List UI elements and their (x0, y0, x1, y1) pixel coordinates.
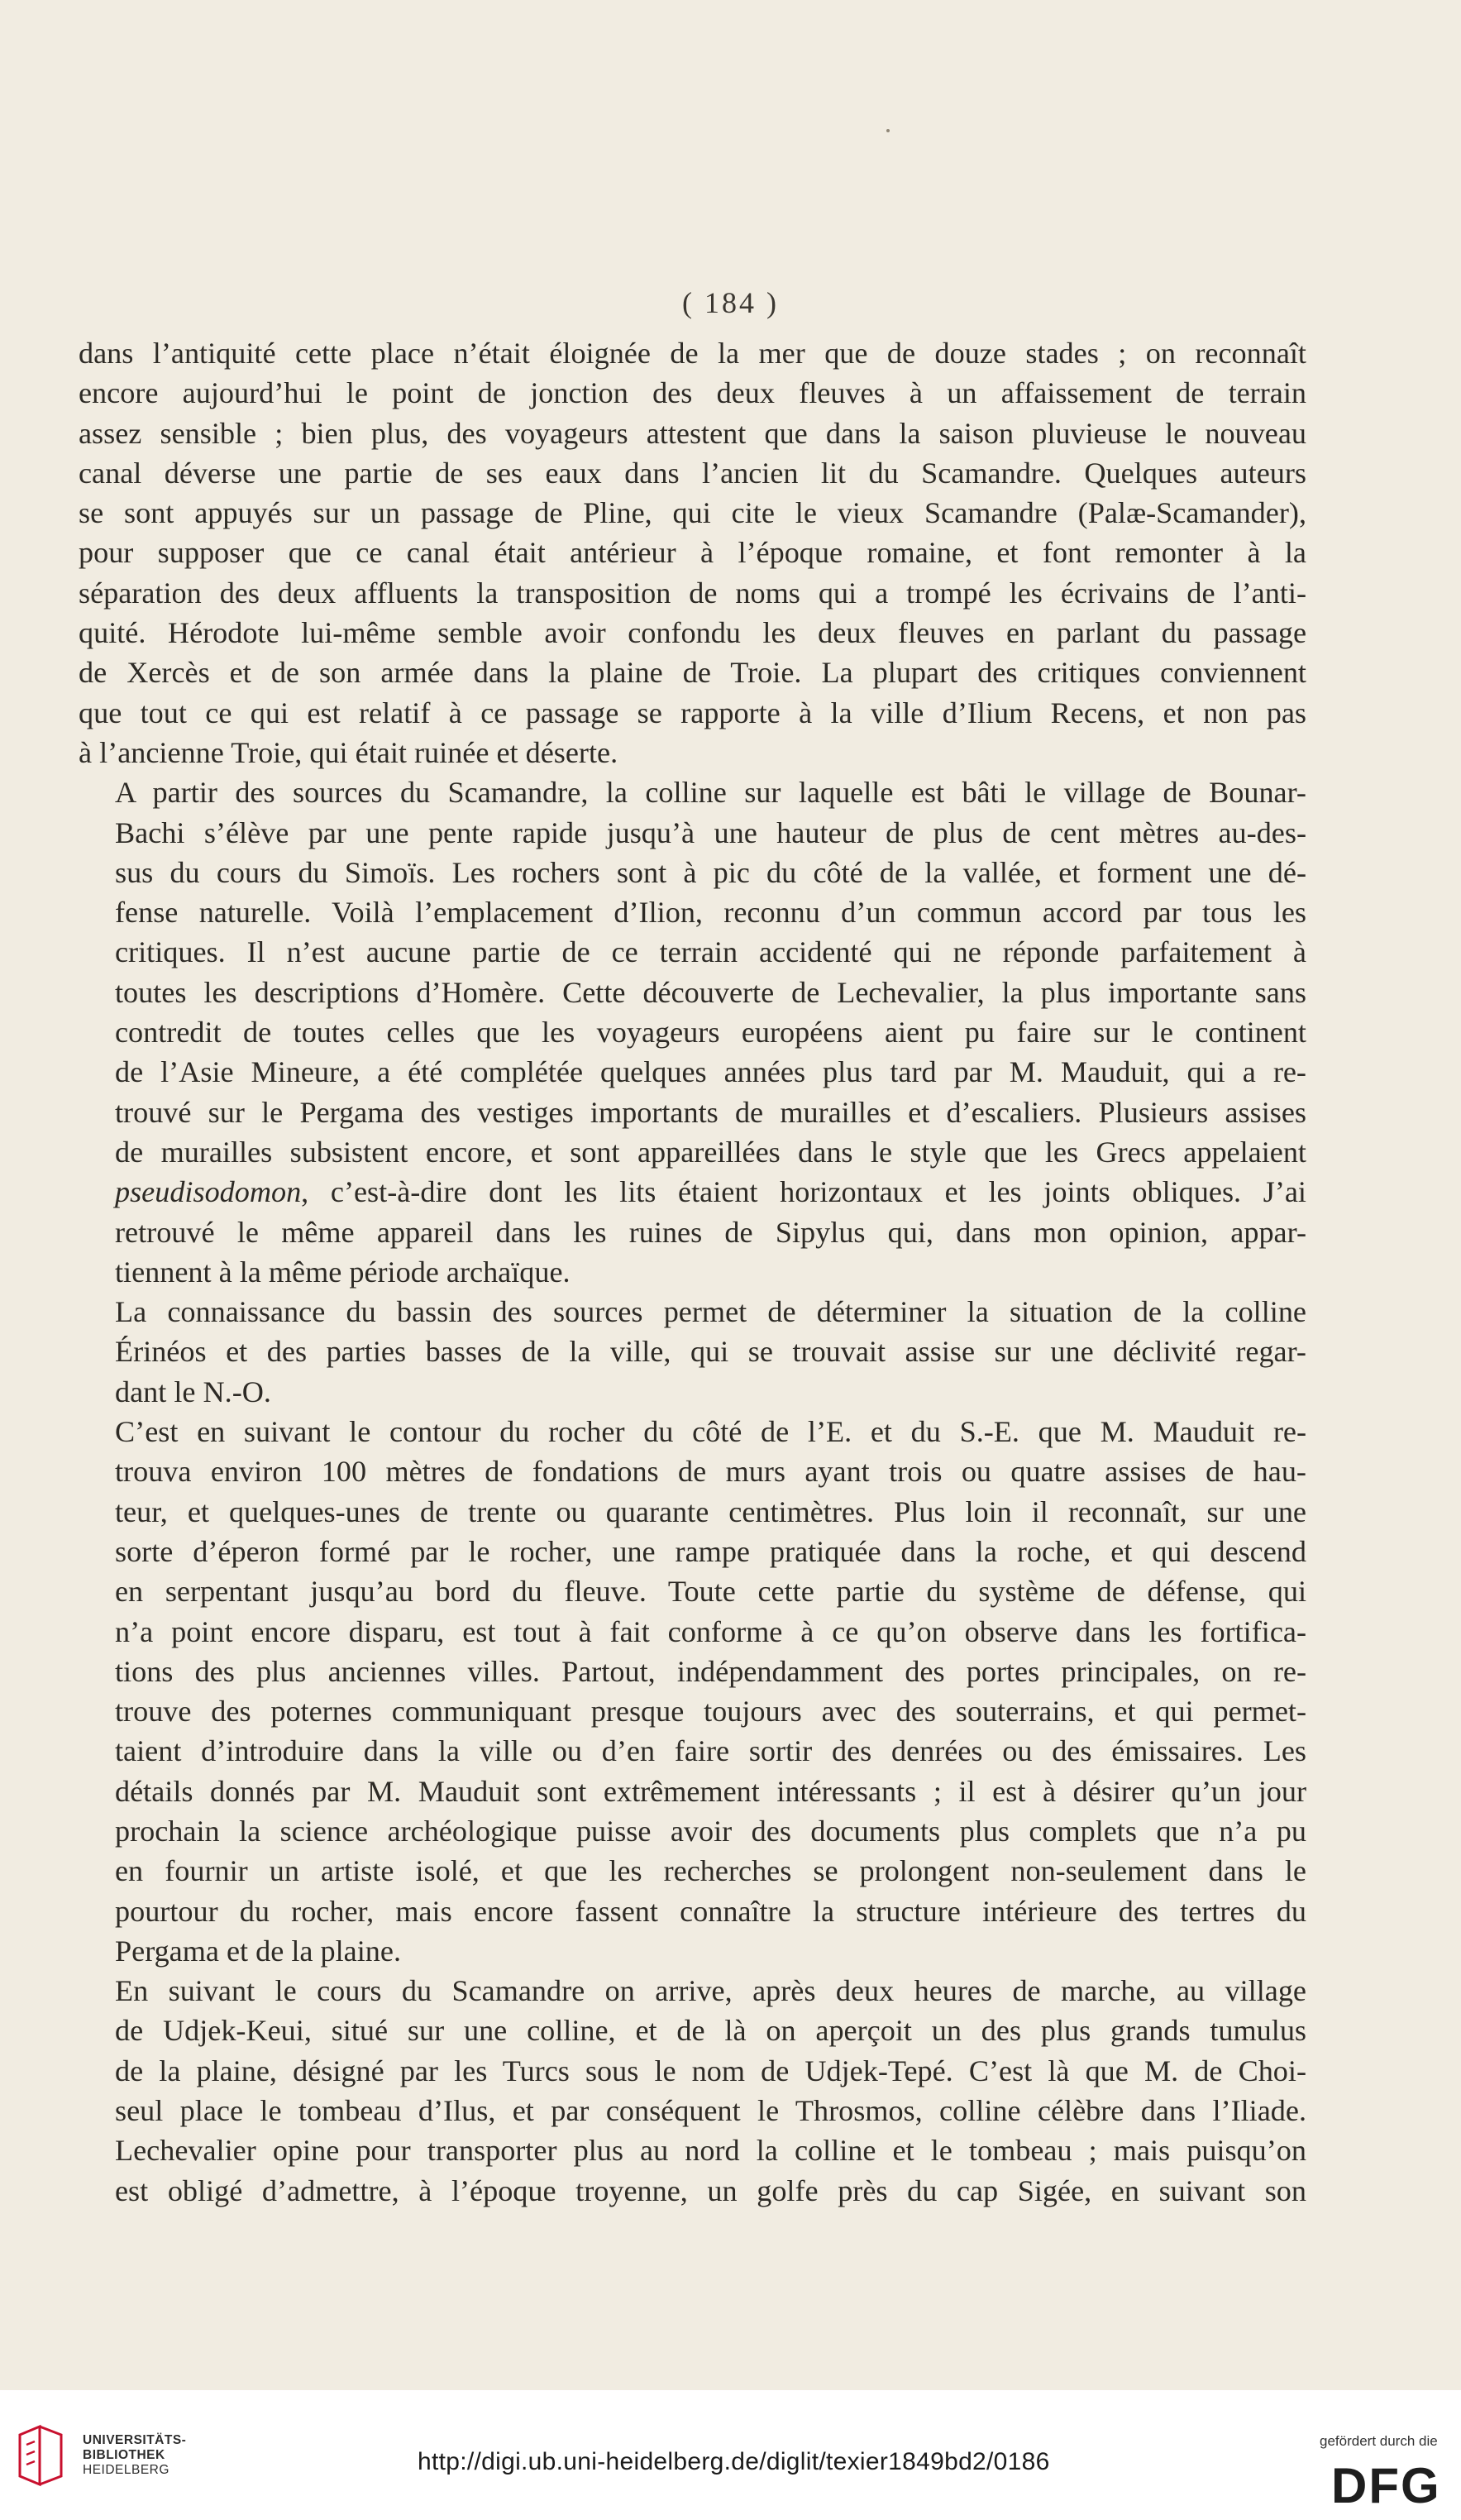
text-line: de la plaine, désigné par les Turcs sous le nom de Udjek-Tepé. C’est là que M. de Choi- (115, 2054, 1306, 2087)
text-line: trouvé sur le Pergama des vestiges importants de murailles et d’escaliers. Plusieurs assises (115, 1095, 1306, 1129)
text-line: se sont appuyés sur un passage de Pline, qui cite le vieux Scamandre (Palæ-Scamander), (79, 496, 1306, 530)
text-line: détails donnés par M. Mauduit sont extrêmement intéressants ; il est à désirer qu’un jour (115, 1774, 1306, 1808)
text-line: fense naturelle. Voilà l’emplacement d’Ilion, reconnu d’un commun accord par tous les (115, 896, 1306, 930)
text-line: contredit de toutes celles que les voyageurs européens aient pu faire sur le continent (115, 1016, 1306, 1050)
text-line: tions des plus anciennes villes. Partout, indépendamment des portes principales, on re- (115, 1654, 1306, 1688)
text-line: sorte d’éperon formé par le rocher, une rampe pratiquée dans la roche, et qui descend (115, 1534, 1306, 1568)
paragraph (79, 772, 1306, 1292)
text-line: sus du cours du Simoïs. Les rochers sont à pic du côté de la vallée, et forment une dé- (115, 855, 1306, 889)
text-line: dant le N.-O. (115, 1375, 271, 1408)
text-line: dans l’antiquité cette place n’était éloignée de la mer que de douze stades ; on reconnaît (79, 337, 1306, 370)
paragraph (79, 1412, 1306, 1971)
text-line: teur, et quelques-unes de trente ou quarante centimètres. Plus loin il reconnaît, sur une (115, 1494, 1306, 1528)
italic-term: pseudisodomon (115, 1175, 302, 1209)
text-line: est obligé d’admettre, à l’époque troyenne, un golfe près du cap Sigée, en suivant son (115, 2173, 1306, 2207)
text-line: Lechevalier opine pour transporter plus au nord la colline et le tombeau ; mais puisqu’on (115, 2134, 1306, 2168)
text-line: de Xercès et de son armée dans la plaine de Troie. La plupart des critiques conviennent (79, 656, 1306, 690)
text-line: prochain la science archéologique puisse avoir des documents plus complets que n’a pu (115, 1814, 1306, 1848)
text-line: quité. Hérodote lui-même semble avoir confondu les deux fleuves en parlant du passage (79, 616, 1306, 650)
text-line: A partir des sources du Scamandre, la colline sur laquelle est bâti le village de Bounar- (115, 776, 1306, 810)
text-line: que tout ce qui est relatif à ce passage se rapporte à la ville d’Ilium Recens, et non pas (79, 696, 1306, 729)
text-line: Érinéos et des parties basses de la ville, qui se trouvait assise sur une déclivité regar- (115, 1335, 1306, 1369)
text-line: Pergama et de la plaine. (115, 1934, 401, 1968)
library-name-line: UNIVERSITÄTS- (83, 2433, 187, 2447)
paragraph (79, 1292, 1306, 1412)
paragraph (79, 1971, 1306, 2211)
text-line: séparation des deux affluents la transposition de noms qui a trompé les écrivains de l’anti- (79, 576, 1306, 610)
text-line: de murailles subsistent encore, et sont appareillées dans le style que les Grecs appelaient (115, 1135, 1306, 1169)
digitization-footer (0, 2390, 1461, 2520)
text-line: trouve des poternes communiquant presque toujours avec des souterrains, et qui permet- (115, 1695, 1306, 1729)
page-number: ( 184 ) (682, 286, 779, 319)
text-line: seul place le tombeau d’Ilus, et par conséquent le Throsmos, colline célèbre dans l’Iliade. (115, 2094, 1306, 2128)
text-line: à l’ancienne Troie, qui était ruinée et déserte. (79, 735, 618, 769)
dfg-logo (1331, 2458, 1455, 2508)
permalink-url[interactable]: http://digi.ub.uni-heidelberg.de/diglit/texier1849bd2/0186 (418, 2448, 1050, 2475)
funded-by-label: gefördert durch die (1320, 2433, 1438, 2449)
text-line: pourtour du rocher, mais encore fassent connaître la structure intérieure des tertres du (115, 1894, 1306, 1928)
text-line: retrouvé le même appareil dans les ruines de Sipylus qui, dans mon opinion, appar- (115, 1215, 1306, 1249)
text-line: canal déverse une partie de ses eaux dans l’ancien lit du Scamandre. Quelques auteurs (79, 456, 1306, 490)
text-line: en fournir un artiste isolé, et que les recherches se prolongent non-seulement dans le (115, 1854, 1306, 1888)
text-line: encore aujourd’hui le point de jonction des deux fleuves à un affaissement de terrain (79, 376, 1306, 410)
text-line: La connaissance du bassin des sources permet de déterminer la situation de la colline (115, 1295, 1306, 1329)
text-line: taient d’introduire dans la ville ou d’en faire sortir des denrées ou des émissaires. Les (115, 1734, 1306, 1768)
text-line: pour supposer que ce canal était antérieur à l’époque romaine, et font remonter à la (79, 536, 1306, 570)
text-line: En suivant le cours du Scamandre on arrive, après deux heures de marche, au village (115, 1974, 1306, 2008)
text-line: trouva environ 100 mètres de fondations de murs ayant trois ou quatre assises de hau- (115, 1455, 1306, 1489)
text-line: n’a point encore disparu, est tout à fait conforme à ce qu’on observe dans les fortifica- (115, 1614, 1306, 1648)
text-line: de Udjek-Keui, situé sur une colline, et de là on aperçoit un des plus grands tumulus (115, 2014, 1306, 2048)
text-line: en serpentant jusqu’au bord du fleuve. Toute cette partie du système de défense, qui (115, 1575, 1306, 1609)
paragraph (79, 333, 1306, 772)
library-name-line: BIBLIOTHEK (83, 2448, 165, 2462)
text-line: toutes les descriptions d’Homère. Cette découverte de Lechevalier, la plus importante sans (115, 975, 1306, 1009)
dfg-logo-text: DFG (1331, 2458, 1441, 2508)
text-line: tiennent à la même période archaïque. (115, 1255, 571, 1289)
university-library-logo-icon (15, 2423, 73, 2489)
paper-speck (886, 129, 890, 132)
text-line: de l’Asie Mineure, a été complétée quelques années plus tard par M. Mauduit, qui a re- (115, 1055, 1306, 1089)
text-line: critiques. Il n’est aucune partie de ce terrain accidenté qui ne réponde parfaitement à (115, 935, 1306, 969)
text-line: pseudisodomon, c’est-à-dire dont les lits étaient horizontaux et les joints obliques. J’ai (115, 1175, 1306, 1209)
library-name-line: HEIDELBERG (83, 2463, 169, 2477)
body-text (79, 333, 1306, 2211)
text-line: C’est en suivant le contour du rocher du côté de l’E. et du S.-E. que M. Mauduit re- (115, 1415, 1306, 1449)
text-line: assez sensible ; bien plus, des voyageurs attestent que dans la saison pluvieuse le nouveau (79, 416, 1306, 450)
text-line: Bachi s’élève par une pente rapide jusqu’à une hauteur de plus de cent mètres au-des- (115, 815, 1306, 849)
library-name (83, 2433, 186, 2478)
